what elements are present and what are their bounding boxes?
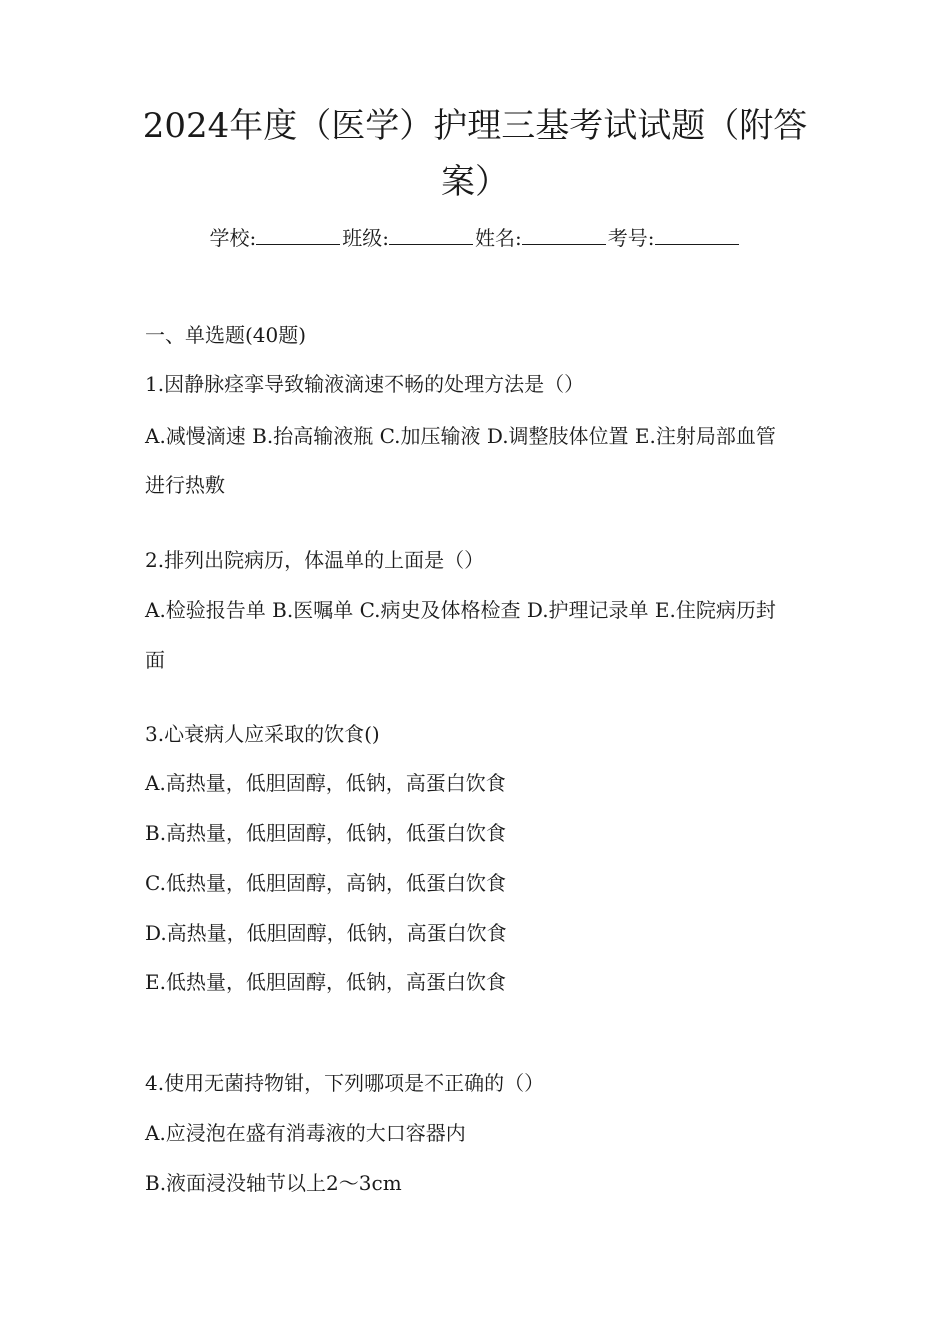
question-2-stem: 2.排列出院病历，体温单的上面是（） xyxy=(145,548,485,572)
question-3-option-b: B.高热量，低胆固醇，低钠，低蛋白饮食 xyxy=(145,821,507,845)
exam-number-blank xyxy=(655,222,739,245)
question-3-option-e: E.低热量，低胆固醇，低钠，高蛋白饮食 xyxy=(145,970,506,994)
title-line-1: 2024年度（医学）护理三基考试试题（附答 xyxy=(142,106,808,146)
name-label: 姓名: xyxy=(475,226,522,250)
question-3-option-a: A.高热量，低胆固醇，低钠，高蛋白饮食 xyxy=(145,771,506,795)
class-blank xyxy=(389,222,473,245)
question-1-options-line-2: 进行热敷 xyxy=(145,473,225,497)
question-1-options-line-1: A.减慢滴速 B.抬高输液瓶 C.加压输液 D.调整肢体位置 E.注射局部血管 xyxy=(145,424,776,448)
school-label: 学校: xyxy=(209,226,257,250)
question-3-option-d: D.高热量，低胆固醇，低钠，高蛋白饮食 xyxy=(145,921,507,945)
question-1-stem: 1.因静脉痉挛导致输液滴速不畅的处理方法是（） xyxy=(145,372,585,396)
name-blank xyxy=(522,222,606,245)
document-title xyxy=(130,98,820,210)
student-info-line xyxy=(0,222,950,253)
question-2-options-line-1: A.检验报告单 B.医嘱单 C.病史及体格检查 D.护理记录单 E.住院病历封 xyxy=(145,598,776,622)
question-3-stem: 3.心衰病人应采取的饮食() xyxy=(145,722,380,746)
question-2-options-line-2: 面 xyxy=(145,648,165,672)
school-blank xyxy=(256,222,340,245)
class-label: 班级: xyxy=(342,226,389,250)
question-4-option-b: B.液面浸没轴节以上2～3cm xyxy=(145,1171,402,1195)
title-line-2: 案） xyxy=(441,162,509,202)
question-4-option-a: A.应浸泡在盛有消毒液的大口容器内 xyxy=(145,1121,466,1145)
question-4-stem: 4.使用无菌持物钳，下列哪项是不正确的（） xyxy=(145,1071,545,1095)
section-heading: 一、单选题(40题) xyxy=(145,323,307,347)
question-3-option-c: C.低热量，低胆固醇，高钠，低蛋白饮食 xyxy=(145,871,506,895)
exam-number-label: 考号: xyxy=(607,226,655,250)
